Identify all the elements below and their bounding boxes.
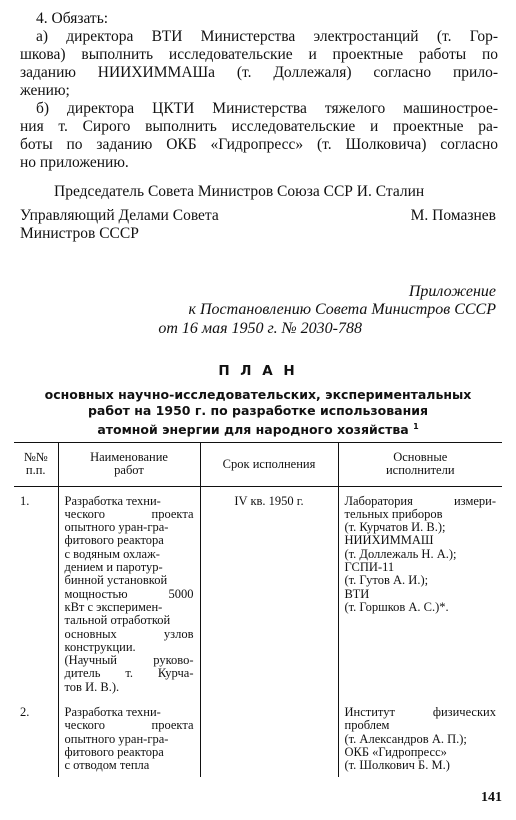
row-executor-line: (т. Горшков А. С.)*. bbox=[344, 599, 449, 614]
row-executor-line: ВТИ bbox=[344, 586, 370, 601]
clause-4-heading: 4. Обязать: bbox=[36, 10, 109, 27]
row-name-line: с отводом тепла bbox=[64, 758, 150, 773]
table-row bbox=[14, 698, 502, 776]
plan-title: П Л А Н bbox=[218, 363, 298, 379]
plan-subtitle-line-3 bbox=[0, 419, 516, 438]
plan-subtitle-line-2: работ на 1950 г. по разработке использования bbox=[87, 403, 429, 418]
row-executor-line: (т. Гутов А. И.); bbox=[344, 573, 429, 588]
row-name-line: кВт с эксперимен- bbox=[64, 599, 163, 614]
row-executor-line: тельных приборов bbox=[344, 506, 443, 521]
row-number: 1. bbox=[20, 493, 30, 508]
clause-4b-line: б) директора ЦКТИ Министерства тяжелого машинострое- bbox=[36, 100, 498, 117]
plan-table bbox=[14, 442, 502, 777]
chairman-signature: Председатель Совета Министров Союза ССР И. Сталин bbox=[54, 183, 425, 200]
row-term bbox=[200, 698, 338, 776]
header-name bbox=[58, 443, 200, 487]
row-executor-line: ОКБ «Гидропресс» bbox=[344, 744, 447, 759]
page-number: 141 bbox=[481, 790, 502, 805]
row-executor-line: (т. Александров А. П.); bbox=[344, 731, 467, 746]
row-executors bbox=[338, 486, 502, 698]
row-term: IV кв. 1950 г. bbox=[200, 486, 338, 698]
footnote-mark: 1 bbox=[413, 422, 419, 431]
row-name-line: дением и паротур- bbox=[64, 560, 163, 575]
row-executor-line: (т. Курчатов И. В.); bbox=[344, 520, 446, 535]
manager-name: М. Помазнев bbox=[410, 207, 496, 224]
header-term: Срок исполнения bbox=[200, 443, 338, 487]
row-name-line: ческого проекта bbox=[64, 718, 194, 733]
clause-4a-line: жению; bbox=[20, 82, 70, 99]
row-name-line: с водяным охлаж- bbox=[64, 546, 160, 561]
clause-4b-line: ния т. Сирого выполнить исследовательские и проектные ра- bbox=[20, 118, 498, 135]
row-executor-line: (т. Доллежаль Н. А.); bbox=[344, 546, 457, 561]
row-name-line: ческого проекта bbox=[64, 506, 194, 521]
header-name-line-2: работ bbox=[114, 463, 144, 478]
clause-4 bbox=[20, 10, 498, 172]
row-name-line: фитового реактора bbox=[64, 533, 164, 548]
row-name-line: опытного уран-гра- bbox=[64, 731, 169, 746]
header-number-line-2: п.п. bbox=[25, 463, 46, 478]
row-name bbox=[58, 698, 200, 776]
header-executors bbox=[338, 443, 502, 487]
clause-4a-line: а) директора ВТИ Министерства электростанций (т. Гор- bbox=[36, 28, 498, 45]
header-number bbox=[14, 443, 58, 487]
row-executor-line: (т. Шолкович Б. М.) bbox=[344, 758, 450, 773]
header-executors-line-2: исполнители bbox=[385, 463, 455, 478]
row-executor-line: НИИХИММАШ bbox=[344, 533, 434, 548]
clause-4a-line: шкова) выполнить исследовательские и проектные работы по bbox=[20, 46, 498, 63]
table-header-row bbox=[14, 443, 502, 487]
row-name-line: основных узлов bbox=[64, 626, 194, 641]
row-executor-line: Лаборатория измери- bbox=[344, 493, 496, 508]
header-number-line-1: №№ bbox=[23, 450, 48, 464]
table-row bbox=[14, 486, 502, 698]
header-executors-line-1: Основные bbox=[393, 450, 448, 464]
manager-title-line-1: Управляющий Делами Совета bbox=[20, 207, 219, 224]
clause-4b-line: но приложению. bbox=[20, 154, 129, 171]
appendix-label: Приложение bbox=[408, 283, 496, 300]
row-name-line: Разработка техни- bbox=[64, 705, 161, 720]
row-name-line: тов И. В.). bbox=[64, 679, 120, 694]
row-name-line: мощностью 5000 bbox=[64, 586, 194, 601]
row-name-line: конструкции. bbox=[64, 639, 136, 654]
header-name-line-1: Наименование bbox=[90, 450, 168, 464]
plan-subtitle-line-3-text: атомной энергии для народного хозяйства bbox=[97, 422, 409, 438]
row-name-line: бинной установкой bbox=[64, 573, 168, 588]
row-name-line: опытного уран-гра- bbox=[64, 520, 169, 535]
row-executors bbox=[338, 698, 502, 776]
row-name bbox=[58, 486, 200, 698]
clause-4b-line: боты по заданию ОКБ «Гидропресс» (т. Шолковича) согласно bbox=[20, 136, 498, 153]
row-name-line: (Научный руково- bbox=[64, 653, 194, 668]
row-executor-line: ГСПИ-11 bbox=[344, 560, 395, 575]
appendix-date: от 16 мая 1950 г. № 2030-788 bbox=[158, 320, 362, 337]
row-name-line: тальной отработкой bbox=[64, 613, 171, 628]
row-executor-line: проблем bbox=[344, 718, 390, 733]
clause-4a-line: заданию НИИХИММАШа (т. Доллежаля) согласно прило- bbox=[20, 64, 498, 81]
plan-subtitle-line-1: основных научно-исследовательских, экспериментальных bbox=[44, 387, 472, 402]
row-number: 2. bbox=[20, 705, 30, 720]
row-executor-line: Институт физических bbox=[344, 705, 496, 720]
row-name-line: дитель т. Курча- bbox=[64, 666, 194, 681]
row-name-line: Разработка техни- bbox=[64, 493, 161, 508]
row-name-line: фитового реактора bbox=[64, 744, 164, 759]
appendix-reference: к Постановлению Совета Министров СССР bbox=[188, 301, 496, 318]
manager-title-line-2: Министров СССР bbox=[20, 225, 139, 242]
